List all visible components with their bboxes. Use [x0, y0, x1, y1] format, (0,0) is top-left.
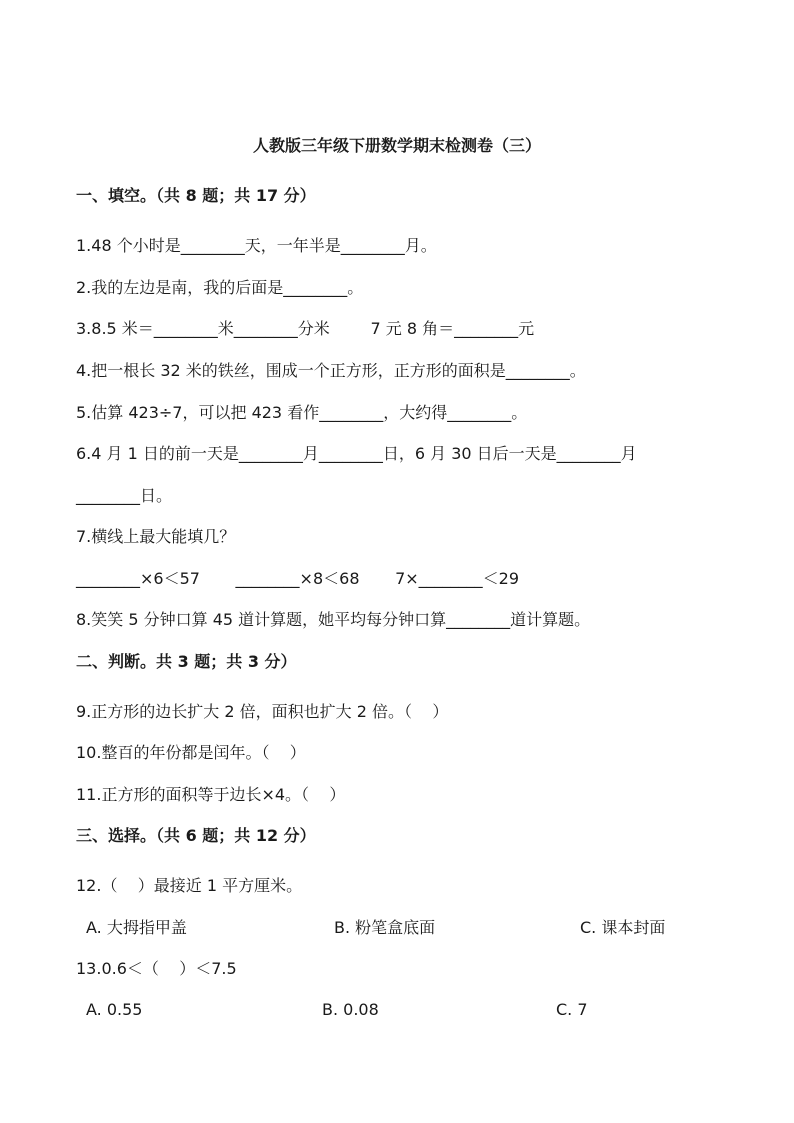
question-6-line-2: ________日。	[76, 486, 173, 505]
question-4: 4.把一根长 32 米的铁丝，围成一个正方形，正方形的面积是________。	[76, 361, 586, 380]
question-13-option-b: B. 0.08	[322, 1000, 379, 1019]
page-title: 人教版三年级下册数学期末检测卷（三）	[252, 136, 541, 155]
question-6-line-1: 6.4 月 1 日的前一天是________月________日，6 月 30 日后一天是________月	[76, 444, 637, 463]
question-13-option-c: C. 7	[556, 1000, 588, 1019]
question-7: 7.横线上最大能填几？	[76, 527, 236, 546]
section-heading-choice: 三、选择。（共 6 题；共 12 分）	[76, 826, 316, 845]
question-13-option-a: A. 0.55	[86, 1000, 143, 1019]
question-9: 9.正方形的边长扩大 2 倍，面积也扩大 2 倍。（ ）	[76, 702, 449, 721]
section-heading-judge: 二、判断。共 3 题；共 3 分）	[76, 652, 297, 671]
question-7-blanks: ________×6＜57 ________×8＜68 7×________＜29	[76, 569, 520, 588]
question-1: 1.48 个小时是________天，一年半是________月。	[76, 236, 437, 255]
question-11: 11.正方形的面积等于边长×4。（ ）	[76, 785, 346, 804]
section-heading-fill-blank: 一、填空。（共 8 题；共 17 分）	[76, 186, 316, 205]
question-8: 8.笑笑 5 分钟口算 45 道计算题，她平均每分钟口算________道计算题。	[76, 610, 591, 629]
question-5: 5.估算 423÷7，可以把 423 看作________，大约得________。	[76, 403, 528, 422]
question-10: 10.整百的年份都是闰年。（ ）	[76, 743, 306, 762]
question-3: 3.8.5 米＝________米________分米 7 元 8 角＝________元	[76, 319, 535, 338]
question-13: 13.0.6＜（ ）＜7.5	[76, 959, 237, 978]
question-12: 12.（ ）最接近 1 平方厘米。	[76, 876, 303, 895]
question-12-option-a: A. 大拇指甲盖	[86, 918, 187, 937]
question-2: 2.我的左边是南，我的后面是________。	[76, 278, 364, 297]
question-12-option-c: C. 课本封面	[580, 918, 666, 937]
question-12-option-b: B. 粉笔盒底面	[334, 918, 436, 937]
